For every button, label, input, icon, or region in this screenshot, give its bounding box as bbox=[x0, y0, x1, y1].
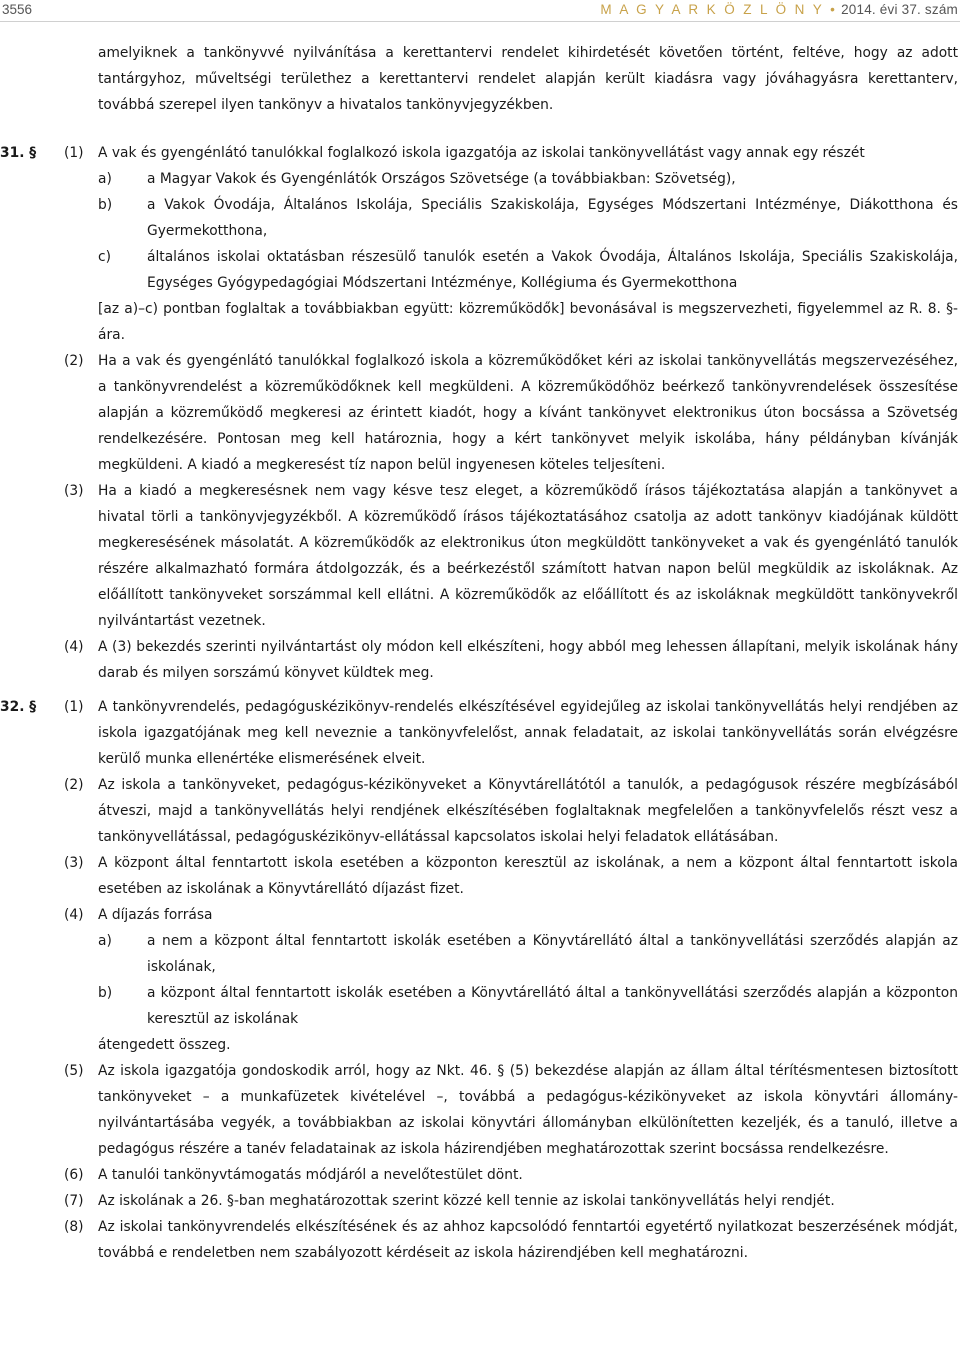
paragraph bbox=[64, 902, 958, 1058]
paragraph bbox=[64, 694, 958, 772]
paragraph-number: (1) bbox=[64, 699, 84, 715]
paragraph-text: A tanulói tankönyvtámogatás módjáról a nevelőtestület dönt. bbox=[98, 1167, 523, 1183]
paragraph-number: (1) bbox=[64, 145, 84, 161]
list-item bbox=[98, 166, 958, 192]
paragraph-number: (7) bbox=[64, 1193, 84, 1209]
item-letter: a) bbox=[98, 933, 112, 949]
item-letter: b) bbox=[98, 197, 113, 213]
paragraph bbox=[64, 1214, 958, 1266]
journal-name: M A G Y A R K Ö Z L Ö N Y bbox=[600, 2, 825, 17]
paragraph-number: (3) bbox=[64, 483, 84, 499]
item-letter: c) bbox=[98, 249, 111, 265]
paragraph-text: Az iskola a tankönyveket, pedagógus-kézikönyveket a Könyvtárellátótól a tanulók, a pedagógusok részére megbízásából átveszi, majd a tankönyvellátás helyi rendjének elkészítésében foglaltaknak megfelelően a tankönyvfelelős részt vesz a tankönyvellátással, pedagóguskézikönyv-ellátással kapcsolatos iskolai helyi feladatok ellátásában. bbox=[98, 777, 958, 845]
paragraph-number: (6) bbox=[64, 1167, 84, 1183]
paragraph-number: (2) bbox=[64, 353, 84, 369]
list-item bbox=[98, 980, 958, 1032]
paragraph-number: (4) bbox=[64, 907, 84, 923]
section-31 bbox=[0, 140, 958, 686]
paragraph-number: (8) bbox=[64, 1219, 84, 1235]
paragraph bbox=[64, 140, 958, 348]
paragraph-text: A díjazás forrása bbox=[98, 907, 213, 923]
paragraph-text: Az iskolai tankönyvrendelés elkészítésének és az ahhoz kapcsolódó fenntartói egyetértő nyilatkozat beszerzésének módját, továbbá e rendeletben nem szabályozott kérdéseit az iskola házirendjében kell meghatározni. bbox=[98, 1219, 958, 1261]
paragraph bbox=[64, 850, 958, 902]
continuation-paragraph: amelyiknek a tankönyvvé nyilvánítása a kerettantervi rendelet kihirdetését követően történt, feltéve, hogy az adott tantárgyhoz, műveltségi területhez a kerettantervi rendelet alapján került kiadásra vagy jóváhagyásra kerettanterv, továbbá szerepel ilyen tankönyv a hivatalos tankönyvjegyzékben. bbox=[98, 45, 958, 113]
section-body bbox=[64, 140, 958, 686]
page-header bbox=[0, 0, 960, 22]
paragraph-text: Az iskolának a 26. §-ban meghatározottak szerint közzé kell tennie az iskolai tankönyvellátás helyi rendjét. bbox=[98, 1193, 835, 1209]
section-number: 31. § bbox=[0, 145, 37, 161]
item-text: a Magyar Vakok és Gyengénlátók Országos Szövetsége (a továbbiakban: Szövetség), bbox=[147, 171, 736, 187]
paragraph-body bbox=[98, 140, 958, 348]
paragraph-number: (3) bbox=[64, 855, 84, 871]
paragraph-number: (4) bbox=[64, 639, 84, 655]
page-number: 3556 bbox=[2, 2, 33, 17]
paragraph-text: Az iskola igazgatója gondoskodik arról, hogy az Nkt. 46. § (5) bekezdése alapján az állam által térítésmentesen biztosított tankönyveket – a munkafüzetek kivételével –, továbbá a pedagógus-kézikönyveket az iskola könyvtári állomány-nyilvántartásába vegyék, a továbbiakban az iskolai könyvtári állományban elkülönítetten kezeljék, és a tanuló, illetve a pedagógus részére a tanév feladatainak az iskola házirendjében meghatározottak szerint bocsássa rendelkezésre. bbox=[98, 1063, 958, 1157]
paragraph bbox=[64, 348, 958, 478]
list-item bbox=[98, 244, 958, 296]
journal-meta bbox=[600, 2, 958, 17]
bullet-separator: • bbox=[830, 2, 836, 17]
section-number: 32. § bbox=[0, 699, 37, 715]
section-body bbox=[64, 694, 958, 1266]
paragraph bbox=[64, 1162, 958, 1188]
issue-label: 2014. évi 37. szám bbox=[841, 2, 958, 17]
paragraph bbox=[64, 634, 958, 686]
item-text: a Vakok Óvodája, Általános Iskolája, Speciális Szakiskolája, Egységes Módszertani Intézménye, Diákotthona és Gyermekotthona, bbox=[147, 197, 958, 239]
paragraph bbox=[64, 772, 958, 850]
paragraph-number: (5) bbox=[64, 1063, 84, 1079]
paragraph-number: (2) bbox=[64, 777, 84, 793]
paragraph-tail: [az a)–c) pontban foglaltak a továbbiakban együtt: közreműködők] bevonásával is megszervezheti, figyelemmel az R. 8. §-ára. bbox=[98, 301, 958, 343]
paragraph-text: A tankönyvrendelés, pedagóguskézikönyv-rendelés elkészítésével egyidejűleg az iskolai tankönyvellátás helyi rendjében az iskola igazgatójának meg kell neveznie a tankönyvfelelőst, annak feladatait, az iskolai tankönyvellátás során elvégzésre kerülő munka ellenértéke elismerésének elveit. bbox=[98, 699, 958, 767]
paragraph-text: A központ által fenntartott iskola esetében a központon keresztül az iskolának, a nem a központ által fenntartott iskola esetében az iskolának a Könyvtárellátó díjazást fizet. bbox=[98, 855, 958, 897]
item-text: a nem a központ által fenntartott iskolák esetében a Könyvtárellátó által a tankönyvellátási szerződés alapján az iskolának, bbox=[147, 933, 958, 975]
paragraph-text: A (3) bekezdés szerinti nyilvántartást oly módon kell elkészíteni, hogy abból meg lehessen állapítani, melyik iskolának hány darab és milyen sorszámú könyvet küldtek meg. bbox=[98, 639, 958, 681]
paragraph-body bbox=[98, 902, 958, 1058]
item-text: a központ által fenntartott iskolák esetében a Könyvtárellátó által a tankönyvellátási szerződés alapján a központon keresztül az iskolának bbox=[147, 985, 958, 1027]
document-body bbox=[0, 40, 958, 1274]
list-item bbox=[98, 928, 958, 980]
item-letter: a) bbox=[98, 171, 112, 187]
list-item bbox=[98, 192, 958, 244]
paragraph-text: Ha a kiadó a megkeresésnek nem vagy késve tesz eleget, a közreműködő írásos tájékoztatása alapján a tankönyvet a hivatal törli a tankönyvjegyzékből. A közreműködő írásos tájékoztatásához csatolja az adott tankönyv kiadójának küldött megkeresésének másolatát. A közreműködők az elektronikus úton megküldött tankönyveket a vak és gyengénlátó tanulók részére alkalmazható formára átdolgozzák, és a beérkezéstől számított hatvan napon belül megküldik az iskoláknak. Az előállított tankönyveket sorszámmal kell ellátni. A közreműködők az előállított és az iskoláknak megküldött tankönyvekről nyilvántartást vezetnek. bbox=[98, 483, 958, 629]
header-rule bbox=[0, 21, 960, 22]
paragraph bbox=[64, 1188, 958, 1214]
paragraph-tail: átengedett összeg. bbox=[98, 1037, 231, 1053]
paragraph-text: A vak és gyengénlátó tanulókkal foglalkozó iskola igazgatója az iskolai tankönyvellátást vagy annak egy részét bbox=[98, 145, 865, 161]
paragraph bbox=[64, 478, 958, 634]
item-text: általános iskolai oktatásban részesülő tanulók esetén a Vakok Óvodája, Általános Iskolája, Speciális Szakiskolája, Egységes Gyógypedagógiai Módszertani Intézménye, Kollégiuma és Gyermekotthona bbox=[147, 249, 958, 291]
paragraph bbox=[64, 1058, 958, 1162]
section-32 bbox=[0, 694, 958, 1266]
item-letter: b) bbox=[98, 985, 113, 1001]
paragraph-text: Ha a vak és gyengénlátó tanulókkal foglalkozó iskola a közreműködőket kéri az iskolai tankönyvellátás megszervezéséhez, a tankönyvrendelést a közreműködőknek kell megküldeni. A közreműködőhöz beérkező tankönyvrendelések összesítése alapján a közreműködő megkeresi az érintett kiadót, hogy a kívánt tankönyvet elektronikus úton bocsássa a Szövetség rendelkezésére. Pontosan meg kell határoznia, hogy a kért tankönyvet melyik iskolába, hány példányban kívánják megküldeni. A kiadó a megkeresést tíz napon belül ingyenesen köteles teljesíteni. bbox=[98, 353, 958, 473]
